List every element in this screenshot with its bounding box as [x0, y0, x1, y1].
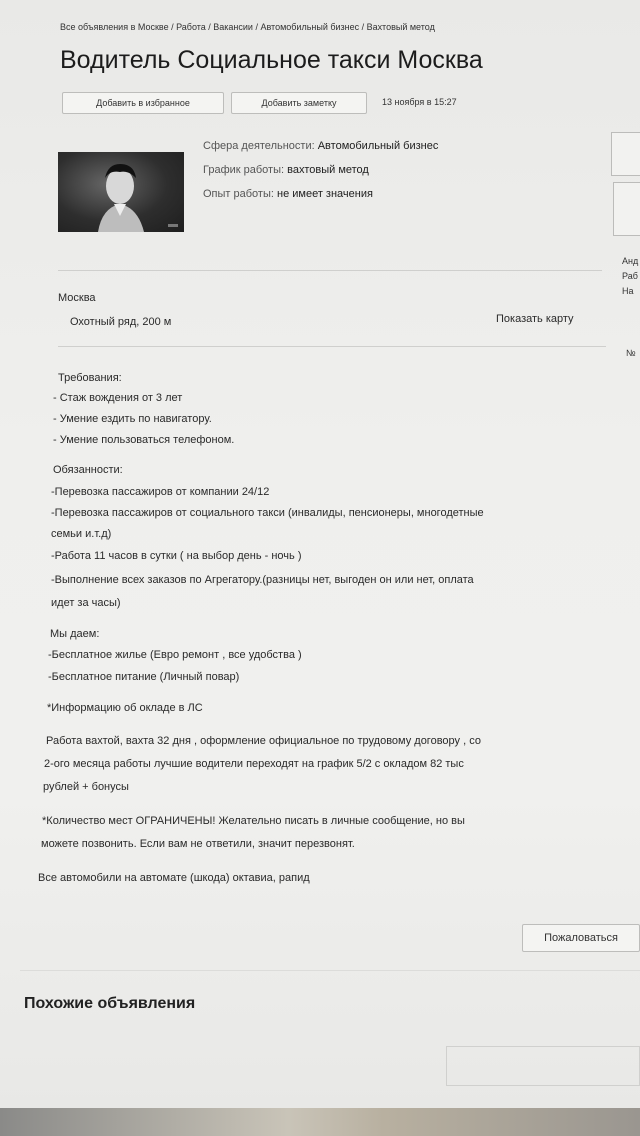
- salary-info: *Информацию об окладе в ЛС: [47, 702, 203, 714]
- page-title: Водитель Социальное такси Москва: [60, 46, 483, 74]
- fact-sphere-label: Сфера деятельности:: [203, 140, 315, 152]
- requirement-item: - Умение ездить по навигатору.: [53, 413, 212, 425]
- offer-item: -Бесплатное питание (Личный повар): [48, 671, 240, 683]
- fact-schedule-value: вахтовый метод: [287, 164, 369, 176]
- cars-text: Все автомобили на автомате (шкода) октавиа, рапид: [38, 872, 310, 884]
- sidebar-box-middle[interactable]: [613, 182, 640, 236]
- location-address: Охотный ряд, 200 м: [70, 316, 172, 328]
- duty-item: семьи и.т.д): [51, 528, 112, 540]
- duty-item: -Перевозка пассажиров от социального такси (инвалиды, пенсионеры, многодетные: [51, 507, 484, 519]
- portrait-image: [58, 152, 184, 232]
- sidebar-line-1: Анд: [622, 256, 639, 266]
- duty-item: идет за часы): [51, 597, 121, 609]
- fact-schedule: [203, 158, 438, 182]
- offer-title: Мы даем:: [50, 628, 100, 640]
- fact-experience-label: Опыт работы:: [203, 188, 274, 200]
- show-map-link[interactable]: Показать карту: [496, 313, 574, 325]
- fact-experience: [203, 182, 438, 206]
- complain-button[interactable]: Пожаловаться: [522, 924, 640, 952]
- requirement-item: - Умение пользоваться телефоном.: [53, 434, 235, 446]
- divider: [58, 270, 602, 271]
- sidebar-text: [622, 254, 638, 299]
- duties-title: Обязанности:: [53, 464, 123, 476]
- duty-item: -Работа 11 часов в сутки ( на выбор день - ночь ): [51, 550, 302, 562]
- divider: [58, 346, 606, 347]
- desk-edge: [0, 1108, 640, 1136]
- fact-sphere: [203, 134, 438, 158]
- sidebar-number: №: [626, 348, 636, 358]
- shift-text: 2-ого месяца работы лучшие водители переходят на график 5/2 с окладом 82 тыс: [44, 758, 464, 770]
- similar-ads-title: Похожие объявления: [24, 995, 196, 1012]
- divider: [20, 970, 640, 971]
- job-facts: [203, 134, 438, 206]
- add-note-button[interactable]: Добавить заметку: [231, 92, 367, 114]
- shift-text: рублей + бонусы: [43, 781, 129, 793]
- fact-experience-value: не имеет значения: [277, 188, 373, 200]
- sidebar-box-top[interactable]: [611, 132, 640, 176]
- duty-item: -Выполнение всех заказов по Агрегатору.(разницы нет, выгоден он или нет, оплата: [51, 574, 474, 586]
- offer-item: -Бесплатное жилье (Евро ремонт , все удобства ): [48, 649, 302, 661]
- duty-item: -Перевозка пассажиров от компании 24/12: [51, 486, 270, 498]
- add-to-favorites-button[interactable]: Добавить в избранное: [62, 92, 224, 114]
- fact-sphere-value: Автомобильный бизнес: [317, 140, 439, 152]
- listing-photo[interactable]: [58, 152, 184, 232]
- sidebar-line-2: Раб: [622, 271, 638, 281]
- limited-text: можете позвонить. Если вам не ответили, значит перезвонят.: [41, 838, 355, 850]
- location-city: Москва: [58, 292, 96, 304]
- requirement-item: - Стаж вождения от 3 лет: [53, 392, 183, 404]
- limited-text: *Количество мест ОГРАНИЧЕНЫ! Желательно писать в личные сообщение, но вы: [42, 815, 465, 827]
- fact-schedule-label: График работы:: [203, 164, 285, 176]
- requirements-title: Требования:: [58, 372, 122, 384]
- breadcrumb[interactable]: Все объявления в Москве / Работа / Вакансии / Автомобильный бизнес / Вахтовый метод: [60, 22, 435, 32]
- shift-text: Работа вахтой, вахта 32 дня , оформление официальное по трудовому договору , со: [46, 735, 481, 747]
- sidebar-line-3: На: [622, 286, 634, 296]
- similar-ad-card[interactable]: [446, 1046, 640, 1086]
- publish-date: 13 ноября в 15:27: [382, 97, 457, 107]
